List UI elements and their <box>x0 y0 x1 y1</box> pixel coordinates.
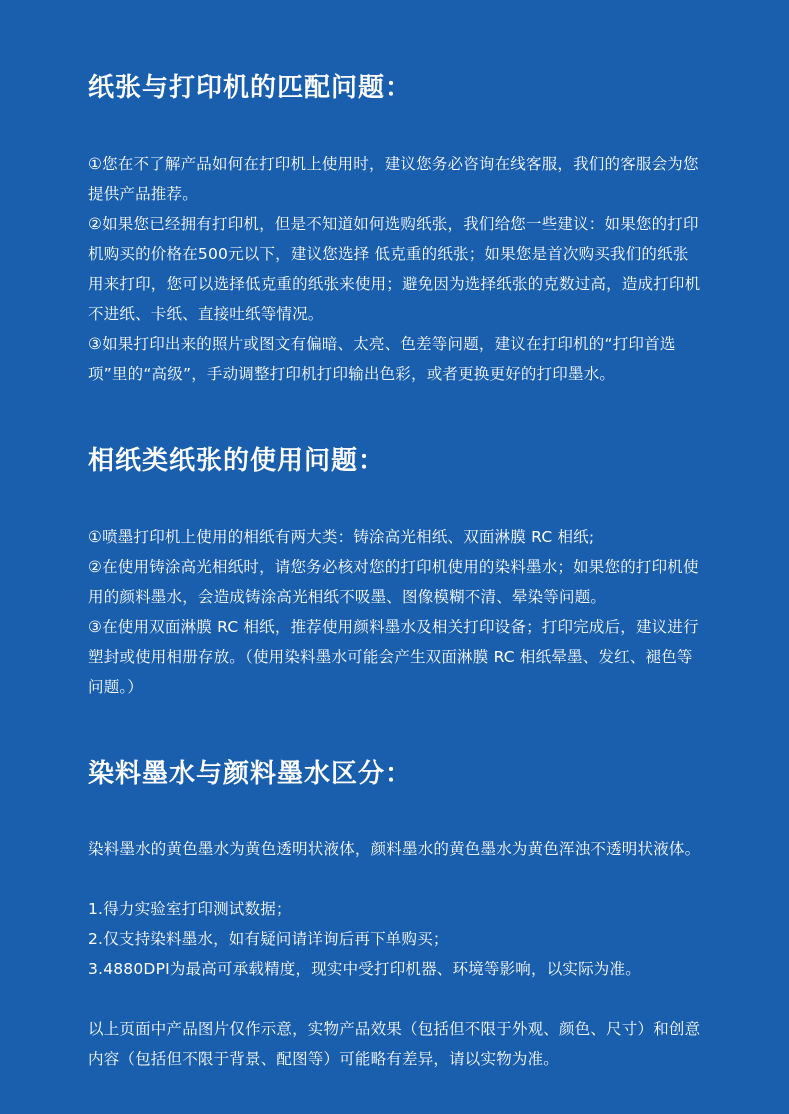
paragraph: ②如果您已经拥有打印机，但是不知道如何选购纸张，我们给您一些建议：如果您的打印机购买的价格在500元以下，建议您选择 低克重的纸张；如果您是首次购买我们的纸张用来打印，您可以选择低克重的纸张来使用；避免因为选择纸张的克数过高，造成打印机不进纸、卡纸、直接吐纸等情况。 <box>88 215 701 323</box>
intro-paragraph: 染料墨水的黄色墨水为黄色透明状液体，颜料墨水的黄色墨水为黄色浑浊不透明状液体。 <box>88 840 701 858</box>
section-body <box>88 522 701 702</box>
paragraph: ③在使用双面淋膜 RC 相纸，推荐使用颜料墨水及相关打印设备；打印完成后，建议进行塑封或使用相册存放。（使用染料墨水可能会产生双面淋膜 RC 相纸晕墨、发红、褪色等问题。） <box>88 618 699 696</box>
section-photo-paper-usage <box>88 441 701 702</box>
section-title: 纸张与打印机的匹配问题： <box>88 73 413 103</box>
section-title: 染料墨水与颜料墨水区分： <box>88 759 413 789</box>
section-title: 相纸类纸张的使用问题： <box>88 446 386 476</box>
note-item: 1.得力实验室打印测试数据； <box>88 900 292 918</box>
section-body <box>88 834 701 1074</box>
paragraph: ②在使用铸涂高光相纸时，请您务必核对您的打印机使用的染料墨水；如果您的打印机使用的颜料墨水，会造成铸涂高光相纸不吸墨、图像模糊不清、晕染等问题。 <box>88 558 699 606</box>
disclaimer-paragraph: 以上页面中产品图片仅作示意，实物产品效果（包括但不限于外观、颜色、尺寸）和创意内容（包括但不限于背景、配图等）可能略有差异，请以实物为准。 <box>88 1020 701 1068</box>
spacer <box>88 984 701 1014</box>
section-paper-printer-matching <box>88 68 701 389</box>
note-item: 2.仅支持染料墨水，如有疑问请详询后再下单购买； <box>88 930 449 948</box>
section-body <box>88 149 701 389</box>
paragraph: ①您在不了解产品如何在打印机上使用时，建议您务必咨询在线客服，我们的客服会为您提供产品推荐。 <box>88 155 699 203</box>
note-item: 3.4880DPI为最高可承载精度，现实中受打印机器、环境等影响，以实际为准。 <box>88 960 641 978</box>
paragraph: ③如果打印出来的照片或图文有偏暗、太亮、色差等问题，建议在打印机的“打印首选项”里的“高级”，手动调整打印机打印输出色彩，或者更换更好的打印墨水。 <box>88 335 676 383</box>
paragraph: ①喷墨打印机上使用的相纸有两大类：铸涂高光相纸、双面淋膜 RC 相纸; <box>88 528 595 546</box>
spacer <box>88 864 701 894</box>
section-ink-types <box>88 754 701 1074</box>
